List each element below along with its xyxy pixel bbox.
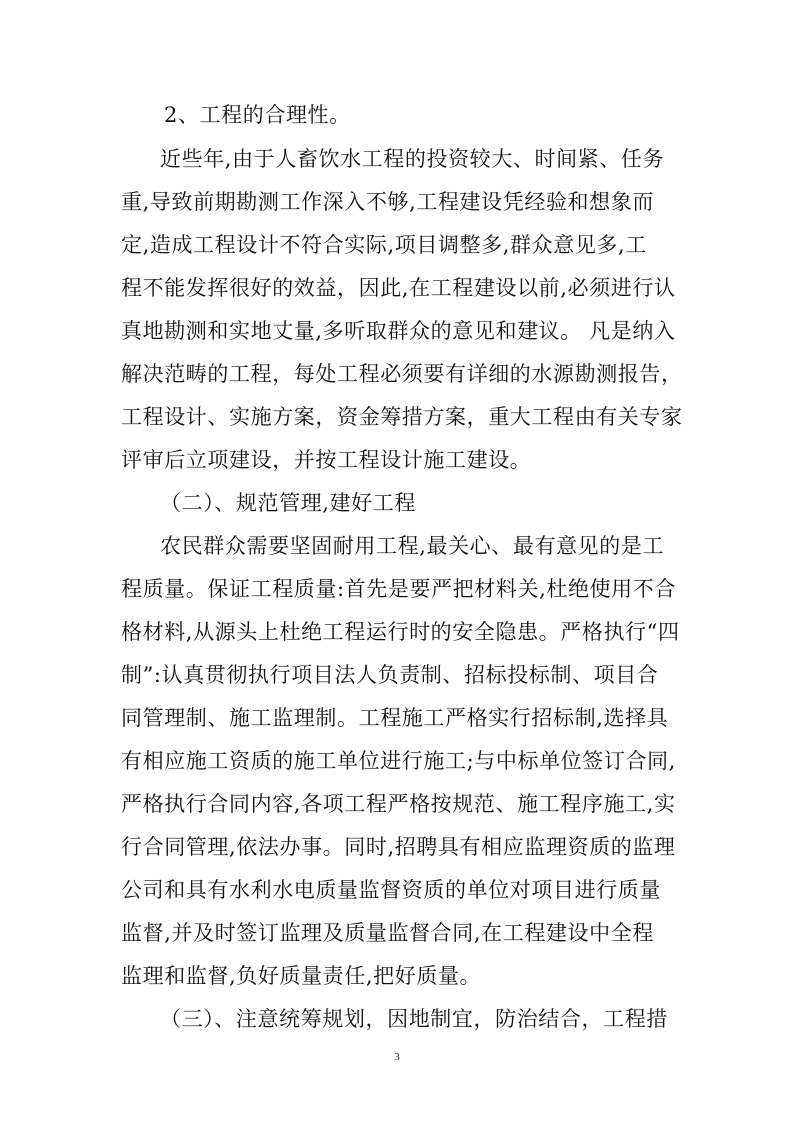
paragraph-line: 近些年,由于人畜饮水工程的投资较大、时间紧、任务 [160,147,665,171]
paragraph-line: 解决范畴的工程，每处工程必须要有详细的水源勘测报告， [121,362,683,386]
paragraph-line: 监督,并及时签订监理及质量监督合同,在工程建设中全程 [121,921,654,945]
paragraph-heading: 2、工程的合理性。 [164,103,351,127]
paragraph-line: 同管理制、施工监理制。工程施工严格实行招标制,选择具 [121,706,669,730]
paragraph-line: 格材料,从源头上杜绝工程运行时的安全隐患。严格执行“四 [121,620,680,644]
paragraph-line: 农民群众需要坚固耐用工程,最关心、最有意见的是工 [160,534,665,558]
paragraph-line: 制”:认真贯彻执行项目法人负责制、招标投标制、项目合 [121,663,659,687]
paragraph-line: 真地勘测和实地丈量,多听取群众的意见和建议。 凡是纳入 [121,319,676,343]
paragraph-line: 定,造成工程设计不符合实际,项目调整多,群众意见多,工 [121,233,647,257]
paragraph-line: 有相应施工资质的施工单位进行施工;与中标单位签订合同, [121,749,676,773]
paragraph-line: 工程设计、实施方案，资金筹措方案，重大工程由有关专家 [121,405,683,429]
paragraph-line: 行合同管理,依法办事。同时,招聘具有相应监理资质的监理 [121,835,676,859]
paragraph-line: 重,导致前期勘测工作深入不够,工程建设凭经验和想象而 [121,190,654,214]
section-heading: （二）、规范管理,建好工程 [160,491,416,515]
paragraph-line: 监理和监督,负好质量责任,把好质量。 [121,964,482,988]
paragraph-line: 评审后立项建设，并按工程设计施工建设。 [121,448,532,472]
paragraph-line: 严格执行合同内容,各项工程严格按规范、施工程序施工,实 [121,792,676,816]
paragraph-line: 程不能发挥很好的效益，因此,在工程建设以前,必须进行认 [121,276,676,300]
section-heading: （三）、注意统筹规划，因地制宜，防治结合，工程措 [160,1007,668,1031]
paragraph-line: 程质量。保证工程质量:首先是要严把材料关,杜绝使用不合 [121,577,676,601]
paragraph-line: 公司和具有水利水电质量监督资质的单位对项目进行质量 [121,878,661,902]
page-number: 3 [394,1051,400,1063]
